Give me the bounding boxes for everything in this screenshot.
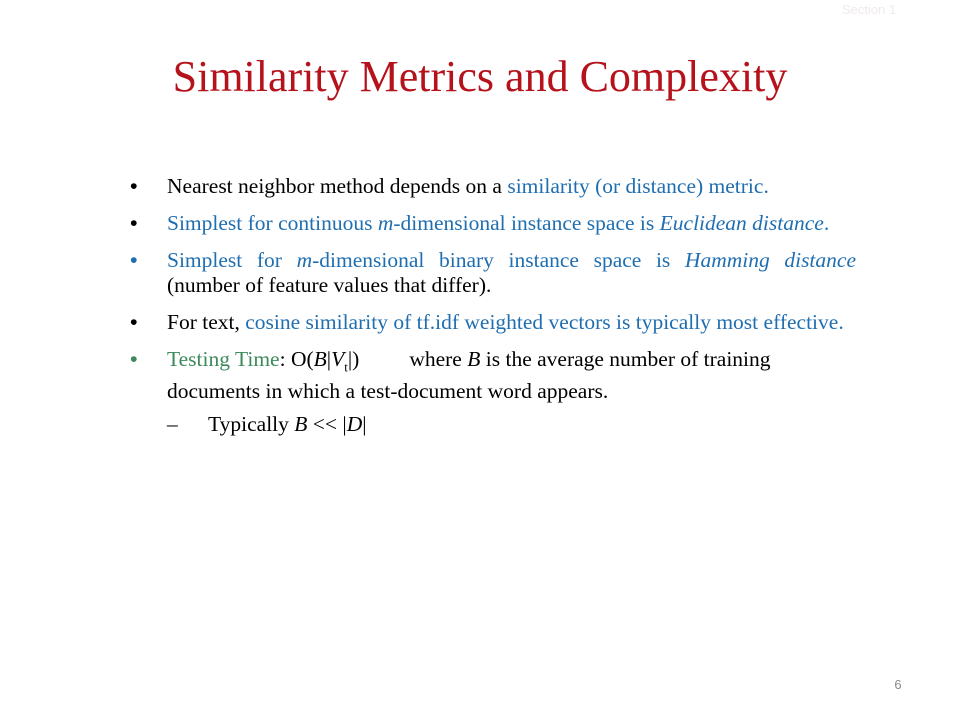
bullet-item-nearest-neighbor (130, 174, 856, 199)
bullet-term-hamming: Hamming distance (684, 248, 856, 272)
bullet-list (130, 174, 856, 437)
bullet-text: << | (307, 412, 347, 437)
bullet-item-euclidean (130, 211, 856, 236)
bullet-text: where (409, 347, 468, 371)
bullet-var-m: m (377, 211, 394, 235)
bullet-highlight: cosine similarity of tf.idf weighted vectors is typically most effective. (245, 310, 844, 334)
bullet-term-euclidean: Euclidean distance (659, 211, 824, 235)
bullet-var-m: m (296, 248, 313, 272)
bullet-highlight: -dimensional binary instance space is (312, 248, 685, 272)
bullet-highlight: similarity (or distance) metric. (507, 174, 769, 198)
bullet-text: For text, (167, 310, 246, 334)
bullet-marker: • (130, 174, 138, 198)
var-b: B (313, 347, 327, 371)
bullet-highlight-green: Testing Time (167, 347, 280, 371)
bullet-marker: • (130, 211, 138, 235)
bullet-item-testing-time (130, 347, 856, 404)
bullet-marker: • (130, 310, 138, 334)
bullet-item-text-cosine (130, 310, 856, 335)
sub-bullet-typically (130, 412, 856, 437)
bullet-text: |) (347, 347, 360, 371)
var-b: B (467, 347, 481, 371)
bullet-highlight: -dimensional instance space is (393, 211, 660, 235)
var-v: V (331, 347, 345, 371)
bullet-text: : O( (279, 347, 314, 371)
page-number: 6 (894, 677, 902, 692)
bullet-item-hamming (130, 248, 856, 298)
bullet-highlight: Simplest for (167, 248, 297, 272)
bullet-text: (number of feature values that differ). (167, 273, 492, 297)
bullet-text: | (326, 347, 332, 371)
subscript-t: t (344, 359, 348, 375)
bullet-highlight: Simplest for continuous (167, 211, 378, 235)
var-d: D (346, 412, 363, 437)
bullet-text: Typically (208, 412, 295, 437)
var-b: B (294, 412, 308, 437)
dash-marker: – (167, 412, 178, 437)
bullet-text: is the average number of training documents in which a test-document word appears. (167, 347, 771, 404)
section-tag: Section 1 (841, 2, 897, 17)
bullet-marker: • (130, 347, 138, 371)
bullet-text: Nearest neighbor method depends on a (167, 174, 508, 198)
slide-title: Similarity Metrics and Complexity (172, 52, 788, 101)
bullet-highlight: . (823, 211, 830, 235)
bullet-text: | (362, 412, 367, 437)
bullet-marker: • (130, 248, 138, 272)
